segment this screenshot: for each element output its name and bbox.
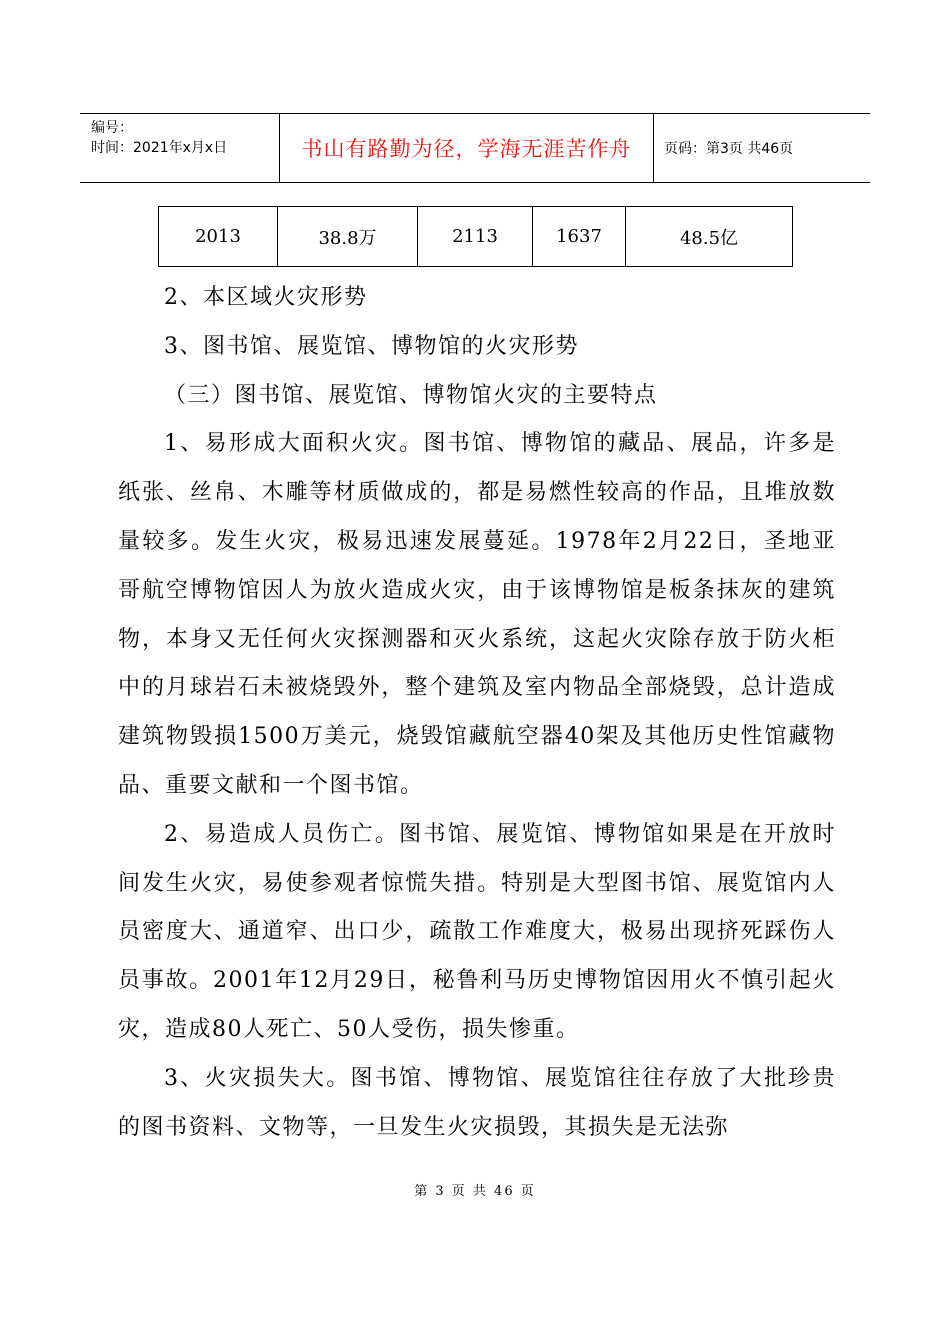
page-footer: 第 3 页 共 46 页 xyxy=(414,1184,536,1199)
document-body xyxy=(118,274,836,1152)
section-heading: 2、本区域火灾形势 xyxy=(164,285,368,310)
time-label: 时间：2021年x月x日 xyxy=(91,140,228,156)
body-paragraph: 1、易形成大面积火灾。图书馆、博物馆的藏品、展品，许多是纸张、丝帛、木雕等材质做成的，都是易燃性较高的作品，且堆放数量较多。发生火灾，极易迅速发展蔓延。1978年2月22日，圣地亚哥航空博物馆因人为放火造成火灾，由于该博物馆是板条抹灰的建筑物，本身又无任何火灾探测器和灭火系统，这起火灾除存放于防火柜中的月球岩石未被烧毁外，整个建筑及室内物品全部烧毁，总计造成建筑物毁损1500万美元，烧毁馆藏航空器40架及其他历史性馆藏物品、重要文献和一个图书馆。 xyxy=(118,431,837,798)
table-row xyxy=(159,207,793,267)
statistics-table xyxy=(158,206,793,267)
table-cell-loss: 48.5亿 xyxy=(626,207,793,267)
table-cell-deaths: 2113 xyxy=(418,207,533,267)
body-paragraph: 2、易造成人员伤亡。图书馆、展览馆、博物馆如果是在开放时间发生火灾，易使参观者惊慌失措。特别是大型图书馆、展览馆内人员密度大、通道窄、出口少，疏散工作难度大，极易出现挤死踩伤人员事故。2001年12月29日，秘鲁利马历史博物馆因用火不慎引起火灾，造成80人死亡、50人受伤，损失惨重。 xyxy=(118,821,836,1042)
section-heading: 3、图书馆、展览馆、博物馆的火灾形势 xyxy=(164,333,579,359)
document-header xyxy=(80,113,870,183)
table-cell-count: 38.8万 xyxy=(278,207,418,267)
header-page-info: 页码：第3页 共46页 xyxy=(664,141,794,157)
header-motto: 书山有路勤为径，学海无涯苦作舟 xyxy=(280,114,654,182)
body-paragraph: 3、火灾损失大。图书馆、博物馆、展览馆往往存放了大批珍贵的图书资料、文物等，一旦发生火灾损毁，其损失是无法弥 xyxy=(118,1065,836,1140)
section-heading: （三）图书馆、展览馆、博物馆火灾的主要特点 xyxy=(164,382,658,408)
table-cell-year: 2013 xyxy=(159,207,278,267)
table-cell-injuries: 1637 xyxy=(533,207,626,267)
number-label: 编号： xyxy=(91,120,133,136)
header-meta xyxy=(80,114,280,182)
